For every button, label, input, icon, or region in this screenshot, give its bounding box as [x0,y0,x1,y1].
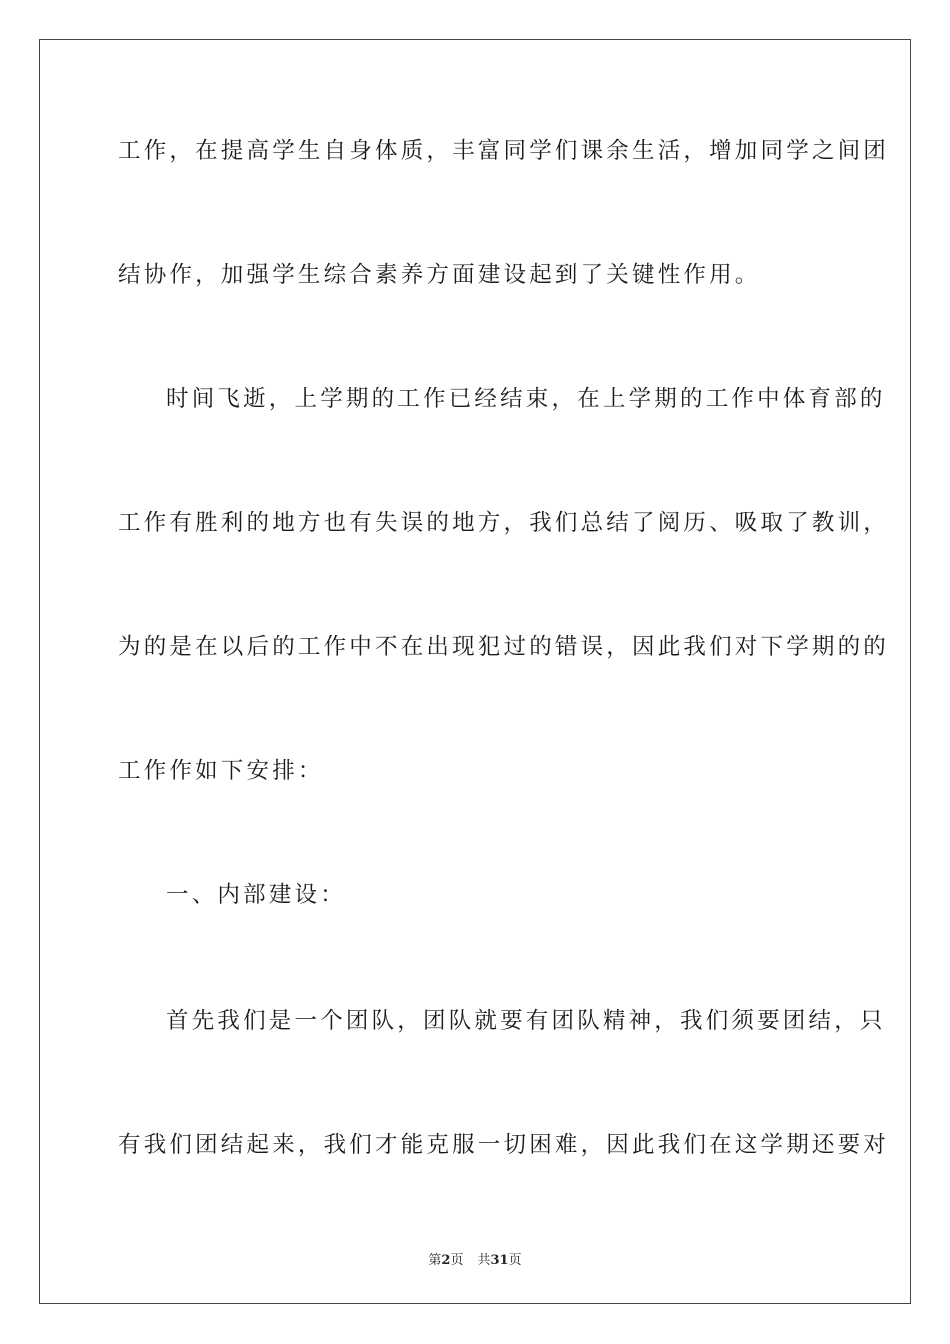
paragraph-first-line: 时间飞逝，上学期的工作已经结束，在上学期的工作中体育部的 [166,386,886,412]
page-number: 2 [441,1253,451,1268]
text-line: 结协作，加强学生综合素养方面建设起到了关键性作用。 [118,262,761,288]
total-pages: 31 [490,1253,509,1268]
total-prefix: 共 [477,1253,491,1268]
page-prefix: 第 [428,1253,442,1268]
text-line: 有我们团结起来，我们才能克服一切困难，因此我们在这学期还要对 [118,1132,890,1158]
text-line: 工作作如下安排： [118,758,324,784]
text-line: 工作，在提高学生自身体质，丰富同学们课余生活，增加同学之间团 [118,138,890,164]
section-heading: 一、内部建设： [166,882,346,908]
text-line: 为的是在以后的工作中不在出现犯过的错误，因此我们对下学期的的 [118,634,890,660]
paragraph-first-line: 首先我们是一个团队，团队就要有团队精神，我们须要团结，只 [166,1008,886,1034]
page-border [39,39,911,1304]
page-suffix: 页 [450,1253,464,1268]
total-suffix: 页 [508,1253,522,1268]
text-line: 工作有胜利的地方也有失误的地方，我们总结了阅历、吸取了教训， [118,510,890,536]
page-footer [0,1249,950,1268]
